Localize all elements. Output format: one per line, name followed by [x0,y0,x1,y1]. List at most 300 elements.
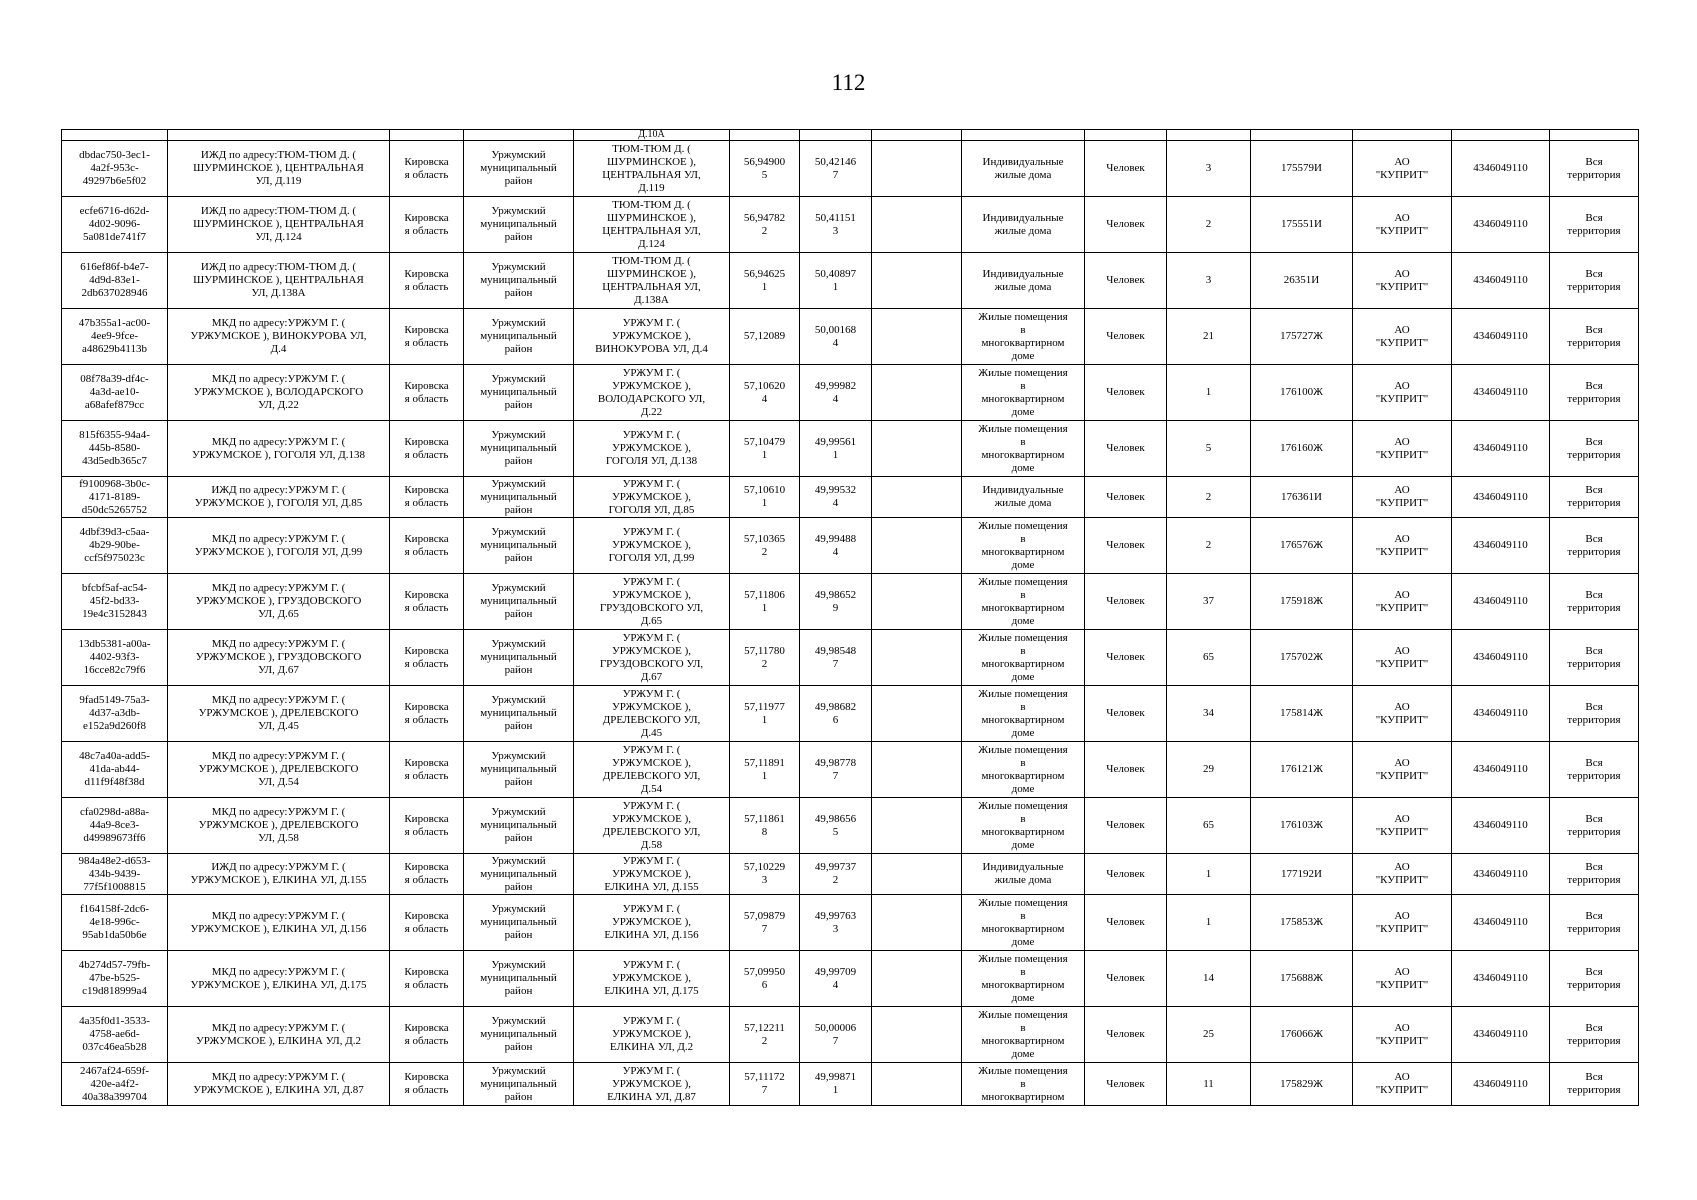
code-cell: 175551И [1251,197,1353,253]
unit-cell: Человек [1085,686,1167,742]
district-cell: Уржумский муниципальный район [464,630,574,686]
empty-cell [872,630,962,686]
category-cell: Жилые помещения в многоквартирном доме [962,742,1085,798]
table-row [62,253,1639,309]
inn-cell: 4346049110 [1452,421,1550,477]
address-cell: УРЖУМ Г. ( УРЖУМСКОЕ ), ЕЛКИНА УЛ, Д.156 [574,895,730,951]
district-cell: Уржумский муниципальный район [464,253,574,309]
district-cell: Уржумский муниципальный район [464,365,574,421]
empty-cell [872,130,962,141]
territory-cell [1550,130,1639,141]
table-row [62,141,1639,197]
object-id-cell: 616ef86f-b4e7- 4d9d-83e1- 2db637028946 [62,253,168,309]
category-cell: Индивидуальные жилые дома [962,141,1085,197]
object-name-cell: МКД по адресу:УРЖУМ Г. ( УРЖУМСКОЕ ), ГОГОЛЯ УЛ, Д.99 [168,518,390,574]
object-id-cell [62,130,168,141]
object-name-cell: ИЖД по адресу:ТЮМ-ТЮМ Д. ( ШУРМИНСКОЕ ), ЦЕНТРАЛЬНАЯ УЛ, Д.124 [168,197,390,253]
address-cell: ТЮМ-ТЮМ Д. ( ШУРМИНСКОЕ ), ЦЕНТРАЛЬНАЯ УЛ, Д.124 [574,197,730,253]
empty-cell [872,951,962,1007]
territory-cell: Вся территория [1550,309,1639,365]
latitude-cell: 57,09879 7 [730,895,800,951]
longitude-cell: 50,00006 7 [800,1007,872,1063]
code-cell [1251,130,1353,141]
table-row [62,1063,1639,1106]
code-cell: 176576Ж [1251,518,1353,574]
empty-cell [872,1063,962,1106]
object-name-cell: МКД по адресу:УРЖУМ Г. ( УРЖУМСКОЕ ), ВОЛОДАРСКОГО УЛ, Д.22 [168,365,390,421]
object-id-cell: 4b274d57-79fb- 47be-b525- c19d818999a4 [62,951,168,1007]
count-cell: 3 [1167,253,1251,309]
longitude-cell: 49,99982 4 [800,365,872,421]
category-cell: Жилые помещения в многоквартирном доме [962,309,1085,365]
object-name-cell: МКД по адресу:УРЖУМ Г. ( УРЖУМСКОЕ ), ЕЛКИНА УЛ, Д.87 [168,1063,390,1106]
count-cell: 29 [1167,742,1251,798]
category-cell: Жилые помещения в многоквартирном доме [962,630,1085,686]
territory-cell: Вся территория [1550,1007,1639,1063]
count-cell: 2 [1167,197,1251,253]
longitude-cell: 49,98682 6 [800,686,872,742]
district-cell: Уржумский муниципальный район [464,742,574,798]
latitude-cell: 56,94625 1 [730,253,800,309]
count-cell: 11 [1167,1063,1251,1106]
code-cell: 175727Ж [1251,309,1353,365]
longitude-cell: 49,99488 4 [800,518,872,574]
address-cell: УРЖУМ Г. ( УРЖУМСКОЕ ), ГОГОЛЯ УЛ, Д.138 [574,421,730,477]
unit-cell: Человек [1085,630,1167,686]
latitude-cell: 57,10365 2 [730,518,800,574]
latitude-cell: 57,10229 3 [730,854,800,895]
latitude-cell: 57,12211 2 [730,1007,800,1063]
inn-cell: 4346049110 [1452,630,1550,686]
category-cell: Индивидуальные жилые дома [962,253,1085,309]
category-cell: Жилые помещения в многоквартирном доме [962,686,1085,742]
district-cell: Уржумский муниципальный район [464,798,574,854]
registry-table [61,129,1639,1106]
empty-cell [872,421,962,477]
object-id-cell: 815f6355-94a4- 445b-8580- 43d5edb365c7 [62,421,168,477]
unit-cell: Человек [1085,253,1167,309]
territory-cell: Вся территория [1550,253,1639,309]
longitude-cell: 49,99737 2 [800,854,872,895]
count-cell: 3 [1167,141,1251,197]
territory-cell: Вся территория [1550,630,1639,686]
address-cell: УРЖУМ Г. ( УРЖУМСКОЕ ), ГОГОЛЯ УЛ, Д.99 [574,518,730,574]
table-row [62,518,1639,574]
district-cell: Уржумский муниципальный район [464,309,574,365]
address-cell: УРЖУМ Г. ( УРЖУМСКОЕ ), ДРЕЛЕВСКОГО УЛ, Д.54 [574,742,730,798]
object-name-cell: МКД по адресу:УРЖУМ Г. ( УРЖУМСКОЕ ), ДРЕЛЕВСКОГО УЛ, Д.54 [168,742,390,798]
category-cell: Жилые помещения в многоквартирном доме [962,1007,1085,1063]
count-cell: 2 [1167,518,1251,574]
table-row [62,197,1639,253]
object-name-cell: МКД по адресу:УРЖУМ Г. ( УРЖУМСКОЕ ), ЕЛКИНА УЛ, Д.156 [168,895,390,951]
organization-cell: АО "КУПРИТ" [1353,477,1452,518]
unit-cell: Человек [1085,421,1167,477]
empty-cell [872,365,962,421]
code-cell: 175579И [1251,141,1353,197]
district-cell: Уржумский муниципальный район [464,518,574,574]
object-id-cell: 47b355a1-ac00- 4ee9-9fce- a48629b4113b [62,309,168,365]
region-cell: Кировска я область [390,630,464,686]
code-cell: 175814Ж [1251,686,1353,742]
unit-cell: Человек [1085,309,1167,365]
table-row [62,421,1639,477]
count-cell: 1 [1167,854,1251,895]
district-cell: Уржумский муниципальный район [464,686,574,742]
count-cell: 25 [1167,1007,1251,1063]
district-cell: Уржумский муниципальный район [464,895,574,951]
address-cell: УРЖУМ Г. ( УРЖУМСКОЕ ), ДРЕЛЕВСКОГО УЛ, Д.58 [574,798,730,854]
organization-cell: АО "КУПРИТ" [1353,518,1452,574]
object-name-cell: МКД по адресу:УРЖУМ Г. ( УРЖУМСКОЕ ), ЕЛКИНА УЛ, Д.2 [168,1007,390,1063]
region-cell: Кировска я область [390,574,464,630]
category-cell: Индивидуальные жилые дома [962,197,1085,253]
table-row [62,951,1639,1007]
region-cell: Кировска я область [390,253,464,309]
address-cell: УРЖУМ Г. ( УРЖУМСКОЕ ), ГОГОЛЯ УЛ, Д.85 [574,477,730,518]
empty-cell [872,309,962,365]
organization-cell: АО "КУПРИТ" [1353,141,1452,197]
code-cell: 175688Ж [1251,951,1353,1007]
code-cell: 177192И [1251,854,1353,895]
category-cell: Индивидуальные жилые дома [962,854,1085,895]
latitude-cell: 57,11861 8 [730,798,800,854]
longitude-cell: 49,98652 9 [800,574,872,630]
unit-cell: Человек [1085,141,1167,197]
code-cell: 26351И [1251,253,1353,309]
object-id-cell: 08f78a39-df4c- 4a3d-ae10- a68afef879cc [62,365,168,421]
empty-cell [872,141,962,197]
unit-cell: Человек [1085,1007,1167,1063]
unit-cell: Человек [1085,1063,1167,1106]
unit-cell: Человек [1085,951,1167,1007]
district-cell: Уржумский муниципальный район [464,1063,574,1106]
territory-cell: Вся территория [1550,798,1639,854]
object-name-cell: ИЖД по адресу:ТЮМ-ТЮМ Д. ( ШУРМИНСКОЕ ), ЦЕНТРАЛЬНАЯ УЛ, Д.138А [168,253,390,309]
address-cell: Д.10А [574,130,730,141]
address-cell: УРЖУМ Г. ( УРЖУМСКОЕ ), ГРУЗДОВСКОГО УЛ, Д.65 [574,574,730,630]
category-cell: Индивидуальные жилые дома [962,477,1085,518]
organization-cell: АО "КУПРИТ" [1353,253,1452,309]
district-cell: Уржумский муниципальный район [464,951,574,1007]
latitude-cell: 57,11891 1 [730,742,800,798]
object-name-cell: МКД по адресу:УРЖУМ Г. ( УРЖУМСКОЕ ), ДРЕЛЕВСКОГО УЛ, Д.58 [168,798,390,854]
territory-cell: Вся территория [1550,854,1639,895]
count-cell: 1 [1167,365,1251,421]
region-cell: Кировска я область [390,1007,464,1063]
object-id-cell: 984a48e2-d653- 434b-9439- 77f5f1008815 [62,854,168,895]
category-cell: Жилые помещения в многоквартирном доме [962,951,1085,1007]
region-cell: Кировска я область [390,742,464,798]
organization-cell: АО "КУПРИТ" [1353,895,1452,951]
region-cell: Кировска я область [390,141,464,197]
organization-cell: АО "КУПРИТ" [1353,197,1452,253]
organization-cell: АО "КУПРИТ" [1353,854,1452,895]
longitude-cell: 50,00168 4 [800,309,872,365]
longitude-cell: 49,98656 5 [800,798,872,854]
inn-cell: 4346049110 [1452,895,1550,951]
table-row [62,365,1639,421]
territory-cell: Вся территория [1550,197,1639,253]
longitude-cell: 49,98548 7 [800,630,872,686]
inn-cell: 4346049110 [1452,854,1550,895]
latitude-cell: 57,11806 1 [730,574,800,630]
page-number: 112 [831,70,866,95]
unit-cell: Человек [1085,895,1167,951]
object-name-cell: МКД по адресу:УРЖУМ Г. ( УРЖУМСКОЕ ), ГРУЗДОВСКОГО УЛ, Д.67 [168,630,390,686]
inn-cell: 4346049110 [1452,477,1550,518]
organization-cell: АО "КУПРИТ" [1353,365,1452,421]
inn-cell: 4346049110 [1452,1063,1550,1106]
district-cell: Уржумский муниципальный район [464,1007,574,1063]
category-cell: Жилые помещения в многоквартирном доме [962,518,1085,574]
category-cell: Жилые помещения в многоквартирном доме [962,365,1085,421]
district-cell [464,130,574,141]
unit-cell: Человек [1085,477,1167,518]
count-cell: 34 [1167,686,1251,742]
code-cell: 175702Ж [1251,630,1353,686]
count-cell: 2 [1167,477,1251,518]
code-cell: 176066Ж [1251,1007,1353,1063]
address-cell: УРЖУМ Г. ( УРЖУМСКОЕ ), ВИНОКУРОВА УЛ, Д.4 [574,309,730,365]
territory-cell: Вся территория [1550,1063,1639,1106]
region-cell: Кировска я область [390,686,464,742]
category-cell: Жилые помещения в многоквартирном доме [962,798,1085,854]
table-row [62,1007,1639,1063]
latitude-cell: 57,10479 1 [730,421,800,477]
district-cell: Уржумский муниципальный район [464,477,574,518]
count-cell: 21 [1167,309,1251,365]
object-name-cell: ИЖД по адресу:УРЖУМ Г. ( УРЖУМСКОЕ ), ЕЛКИНА УЛ, Д.155 [168,854,390,895]
region-cell: Кировска я область [390,798,464,854]
region-cell: Кировска я область [390,854,464,895]
district-cell: Уржумский муниципальный район [464,421,574,477]
territory-cell: Вся территория [1550,951,1639,1007]
object-id-cell: 9fad5149-75a3- 4d37-a3db- e152a9d260f8 [62,686,168,742]
inn-cell: 4346049110 [1452,798,1550,854]
table-row [62,854,1639,895]
latitude-cell: 56,94782 2 [730,197,800,253]
table-row [62,477,1639,518]
inn-cell: 4346049110 [1452,1007,1550,1063]
object-id-cell: cfa0298d-a88a- 44a9-8ce3- d49989673ff6 [62,798,168,854]
longitude-cell: 49,99709 4 [800,951,872,1007]
region-cell: Кировска я область [390,365,464,421]
address-cell: ТЮМ-ТЮМ Д. ( ШУРМИНСКОЕ ), ЦЕНТРАЛЬНАЯ УЛ, Д.138А [574,253,730,309]
code-cell: 176100Ж [1251,365,1353,421]
latitude-cell: 57,10620 4 [730,365,800,421]
territory-cell: Вся территория [1550,742,1639,798]
count-cell: 65 [1167,630,1251,686]
region-cell: Кировска я область [390,951,464,1007]
category-cell: Жилые помещения в многоквартирном доме [962,421,1085,477]
organization-cell: АО "КУПРИТ" [1353,630,1452,686]
latitude-cell [730,130,800,141]
longitude-cell: 49,99871 1 [800,1063,872,1106]
object-id-cell: 4dbf39d3-c5aa- 4b29-90be- ccf5f975023c [62,518,168,574]
region-cell: Кировска я область [390,477,464,518]
empty-cell [872,253,962,309]
region-cell: Кировска я область [390,197,464,253]
longitude-cell: 50,42146 7 [800,141,872,197]
inn-cell: 4346049110 [1452,951,1550,1007]
object-id-cell: 48c7a40a-add5- 41da-ab44- d11f9f48f38d [62,742,168,798]
inn-cell: 4346049110 [1452,518,1550,574]
inn-cell: 4346049110 [1452,309,1550,365]
object-id-cell: f164158f-2dc6- 4e18-996c- 95ab1da50b6e [62,895,168,951]
district-cell: Уржумский муниципальный район [464,854,574,895]
table-row [62,309,1639,365]
code-cell: 176103Ж [1251,798,1353,854]
unit-cell: Человек [1085,798,1167,854]
empty-cell [872,1007,962,1063]
table-row [62,895,1639,951]
address-cell: ТЮМ-ТЮМ Д. ( ШУРМИНСКОЕ ), ЦЕНТРАЛЬНАЯ УЛ, Д.119 [574,141,730,197]
unit-cell: Человек [1085,742,1167,798]
latitude-cell: 57,12089 [730,309,800,365]
code-cell: 175853Ж [1251,895,1353,951]
code-cell: 176361И [1251,477,1353,518]
table-row [62,686,1639,742]
unit-cell [1085,130,1167,141]
longitude-cell: 49,99561 1 [800,421,872,477]
empty-cell [872,798,962,854]
longitude-cell [800,130,872,141]
address-cell: УРЖУМ Г. ( УРЖУМСКОЕ ), ДРЕЛЕВСКОГО УЛ, Д.45 [574,686,730,742]
longitude-cell: 50,40897 1 [800,253,872,309]
territory-cell: Вся территория [1550,518,1639,574]
region-cell: Кировска я область [390,895,464,951]
organization-cell: АО "КУПРИТ" [1353,951,1452,1007]
code-cell: 176121Ж [1251,742,1353,798]
unit-cell: Человек [1085,197,1167,253]
unit-cell: Человек [1085,574,1167,630]
code-cell: 175829Ж [1251,1063,1353,1106]
empty-cell [872,197,962,253]
category-cell: Жилые помещения в многоквартирном [962,1063,1085,1106]
organization-cell: АО "КУПРИТ" [1353,421,1452,477]
code-cell: 175918Ж [1251,574,1353,630]
code-cell: 176160Ж [1251,421,1353,477]
inn-cell [1452,130,1550,141]
region-cell: Кировска я область [390,421,464,477]
longitude-cell: 49,98778 7 [800,742,872,798]
count-cell: 14 [1167,951,1251,1007]
object-id-cell: 13db5381-a00a- 4402-93f3- 16cce82c79f6 [62,630,168,686]
count-cell: 65 [1167,798,1251,854]
object-id-cell: bfcbf5af-ac54- 45f2-bd33- 19e4c3152843 [62,574,168,630]
empty-cell [872,895,962,951]
object-name-cell: МКД по адресу:УРЖУМ Г. ( УРЖУМСКОЕ ), ГРУЗДОВСКОГО УЛ, Д.65 [168,574,390,630]
table-row [62,742,1639,798]
empty-cell [872,574,962,630]
object-id-cell: ecfe6716-d62d- 4d02-9096- 5a081de741f7 [62,197,168,253]
empty-cell [872,742,962,798]
organization-cell [1353,130,1452,141]
table-row [62,798,1639,854]
address-cell: УРЖУМ Г. ( УРЖУМСКОЕ ), ЕЛКИНА УЛ, Д.175 [574,951,730,1007]
longitude-cell: 49,99763 3 [800,895,872,951]
unit-cell: Человек [1085,518,1167,574]
inn-cell: 4346049110 [1452,197,1550,253]
district-cell: Уржумский муниципальный район [464,197,574,253]
territory-cell: Вся территория [1550,574,1639,630]
empty-cell [872,686,962,742]
table-row [62,574,1639,630]
address-cell: УРЖУМ Г. ( УРЖУМСКОЕ ), ГРУЗДОВСКОГО УЛ, Д.67 [574,630,730,686]
territory-cell: Вся территория [1550,365,1639,421]
inn-cell: 4346049110 [1452,141,1550,197]
territory-cell: Вся территория [1550,421,1639,477]
table-continuation-row [62,130,1639,141]
object-id-cell: 4a35f0d1-3533- 4758-ae6d- 037c46ea5b28 [62,1007,168,1063]
organization-cell: АО "КУПРИТ" [1353,686,1452,742]
territory-cell: Вся территория [1550,141,1639,197]
object-name-cell [168,130,390,141]
organization-cell: АО "КУПРИТ" [1353,309,1452,365]
address-cell: УРЖУМ Г. ( УРЖУМСКОЕ ), ЕЛКИНА УЛ, Д.2 [574,1007,730,1063]
district-cell: Уржумский муниципальный район [464,141,574,197]
object-name-cell: МКД по адресу:УРЖУМ Г. ( УРЖУМСКОЕ ), ДРЕЛЕВСКОГО УЛ, Д.45 [168,686,390,742]
empty-cell [872,477,962,518]
empty-cell [872,854,962,895]
inn-cell: 4346049110 [1452,686,1550,742]
region-cell: Кировска я область [390,518,464,574]
category-cell: Жилые помещения в многоквартирном доме [962,574,1085,630]
object-name-cell: ИЖД по адресу:ТЮМ-ТЮМ Д. ( ШУРМИНСКОЕ ), ЦЕНТРАЛЬНАЯ УЛ, Д.119 [168,141,390,197]
category-cell: Жилые помещения в многоквартирном доме [962,895,1085,951]
category-cell [962,130,1085,141]
organization-cell: АО "КУПРИТ" [1353,1007,1452,1063]
region-cell [390,130,464,141]
count-cell: 1 [1167,895,1251,951]
inn-cell: 4346049110 [1452,253,1550,309]
unit-cell: Человек [1085,365,1167,421]
address-cell: УРЖУМ Г. ( УРЖУМСКОЕ ), ЕЛКИНА УЛ, Д.87 [574,1063,730,1106]
latitude-cell: 57,09950 6 [730,951,800,1007]
latitude-cell: 56,94900 5 [730,141,800,197]
organization-cell: АО "КУПРИТ" [1353,1063,1452,1106]
district-cell: Уржумский муниципальный район [464,574,574,630]
object-name-cell: МКД по адресу:УРЖУМ Г. ( УРЖУМСКОЕ ), ВИНОКУРОВА УЛ, Д.4 [168,309,390,365]
unit-cell: Человек [1085,854,1167,895]
latitude-cell: 57,11172 7 [730,1063,800,1106]
region-cell: Кировска я область [390,309,464,365]
object-name-cell: МКД по адресу:УРЖУМ Г. ( УРЖУМСКОЕ ), ЕЛКИНА УЛ, Д.175 [168,951,390,1007]
region-cell: Кировска я область [390,1063,464,1106]
count-cell: 5 [1167,421,1251,477]
longitude-cell: 50,41151 3 [800,197,872,253]
object-name-cell: ИЖД по адресу:УРЖУМ Г. ( УРЖУМСКОЕ ), ГОГОЛЯ УЛ, Д.85 [168,477,390,518]
territory-cell: Вся территория [1550,895,1639,951]
object-id-cell: dbdac750-3ec1- 4a2f-953c- 49297b6e5f02 [62,141,168,197]
organization-cell: АО "КУПРИТ" [1353,574,1452,630]
address-cell: УРЖУМ Г. ( УРЖУМСКОЕ ), ЕЛКИНА УЛ, Д.155 [574,854,730,895]
object-id-cell: f9100968-3b0c- 4171-8189- d50dc5265752 [62,477,168,518]
address-cell: УРЖУМ Г. ( УРЖУМСКОЕ ), ВОЛОДАРСКОГО УЛ, Д.22 [574,365,730,421]
territory-cell: Вся территория [1550,686,1639,742]
empty-cell [872,518,962,574]
count-cell [1167,130,1251,141]
inn-cell: 4346049110 [1452,574,1550,630]
organization-cell: АО "КУПРИТ" [1353,742,1452,798]
latitude-cell: 57,11977 1 [730,686,800,742]
latitude-cell: 57,11780 2 [730,630,800,686]
territory-cell: Вся территория [1550,477,1639,518]
longitude-cell: 49,99532 4 [800,477,872,518]
latitude-cell: 57,10610 1 [730,477,800,518]
count-cell: 37 [1167,574,1251,630]
